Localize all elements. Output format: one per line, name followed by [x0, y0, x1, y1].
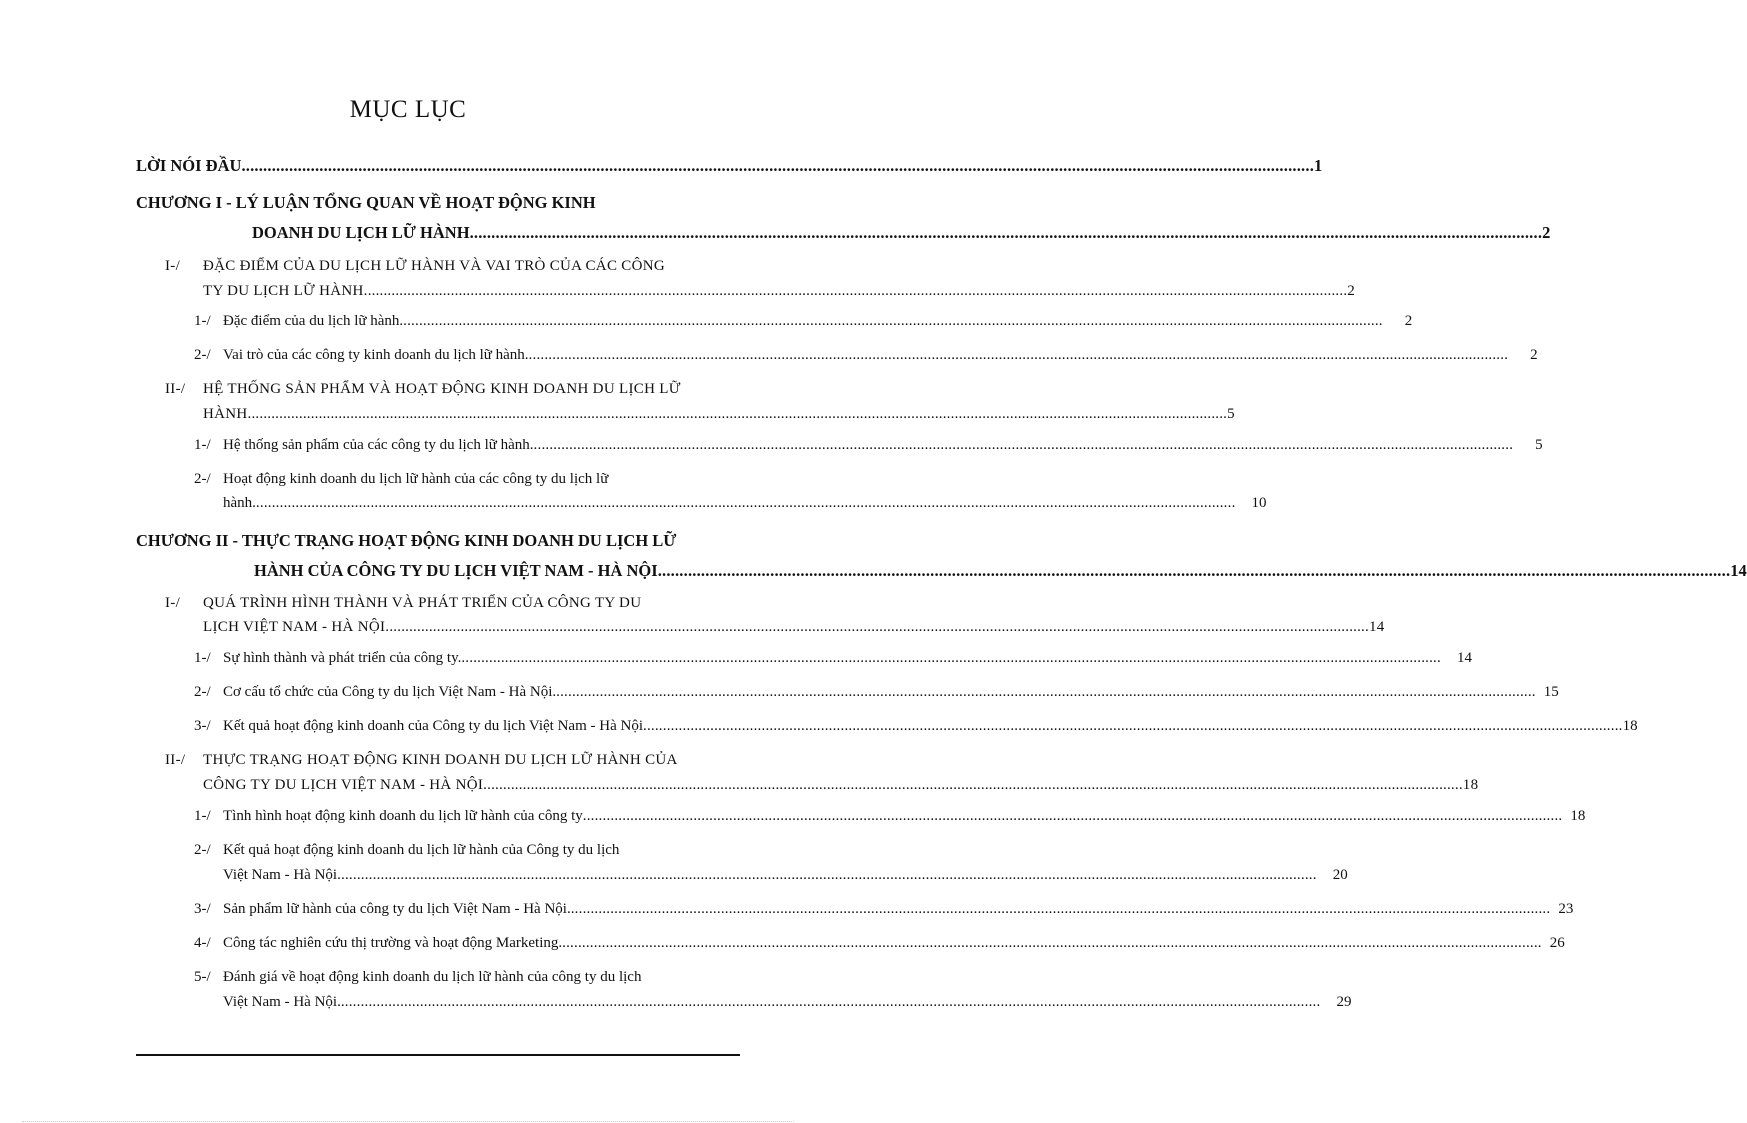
- toc-page-number: 1: [1314, 156, 1323, 175]
- dot-leader: [337, 867, 1317, 884]
- dot-leader: [529, 347, 1509, 364]
- toc-item-number: 2-/: [194, 684, 211, 700]
- toc-section-number: II-/: [165, 752, 186, 768]
- toc-page-number: 20: [1332, 867, 1348, 883]
- toc-entry-title: hành.: [223, 495, 256, 511]
- toc-item-line1[interactable]: Kết quả hoạt động kinh doanh du lịch lữ hành của Công ty du lịch: [223, 842, 620, 858]
- toc-item-number: 1-/: [194, 313, 211, 329]
- footer-rule: [136, 1054, 740, 1056]
- dot-leader: [571, 901, 1551, 918]
- toc-page-number: 5: [1227, 406, 1235, 422]
- toc-page-number: 15: [1543, 684, 1559, 700]
- toc-section-1-2-line2[interactable]: [203, 406, 1235, 423]
- toc-section-number: I-/: [165, 258, 181, 274]
- dot-leader: [583, 808, 1563, 825]
- toc-item[interactable]: [223, 313, 1413, 330]
- toc-entry-title: Cơ cấu tổ chức của Công ty du lịch Việt Nam - Hà Nội.: [223, 684, 557, 700]
- dot-leader: [658, 561, 1731, 581]
- toc-entry-title: Vai trò của các công ty kinh doanh du lịch lữ hành.: [223, 347, 529, 363]
- toc-item-number: 4-/: [194, 935, 211, 951]
- dot-leader: [461, 650, 1441, 667]
- dot-leader: [256, 495, 1236, 512]
- toc-page-number: 23: [1558, 901, 1574, 917]
- toc-section-2-2-line2[interactable]: [203, 777, 1479, 794]
- toc-entry-title: DOANH DU LỊCH LỮ HÀNH: [252, 223, 470, 242]
- toc-item-line1[interactable]: Đánh giá về hoạt động kinh doanh du lịch lữ hành của công ty du lịch: [223, 969, 642, 985]
- toc-section-1-1-line2[interactable]: [203, 283, 1356, 300]
- toc-item-line2[interactable]: [223, 495, 1267, 512]
- toc-entry-title: HÀNH CỦA CÔNG TY DU LỊCH VIỆT NAM - HÀ NỘI: [254, 561, 658, 580]
- dot-leader: [241, 156, 1314, 176]
- toc-page-number: 10: [1251, 495, 1267, 511]
- toc-item-number: 2-/: [194, 347, 211, 363]
- toc-item[interactable]: [223, 935, 1565, 952]
- toc-section-2-1-line1[interactable]: QUÁ TRÌNH HÌNH THÀNH VÀ PHÁT TRIỂN CỦA CÔNG TY DU: [203, 595, 642, 611]
- toc-page-number: 18: [1570, 808, 1586, 824]
- toc-item-number: 3-/: [194, 718, 211, 734]
- toc-chapter-1-line2[interactable]: [252, 223, 1551, 243]
- toc-entry-title: Đặc điểm của du lịch lữ hành.: [223, 313, 404, 329]
- toc-item-line2[interactable]: [223, 994, 1352, 1011]
- dot-leader: [403, 313, 1383, 330]
- toc-item[interactable]: [223, 808, 1586, 825]
- toc-chapter-2-line1[interactable]: CHƯƠNG II - THỰC TRẠNG HOẠT ĐỘNG KINH DOANH DU LỊCH LỮ: [136, 531, 677, 550]
- toc-item-number: 5-/: [194, 969, 211, 985]
- toc-entry-title: LỜI NÓI ĐẦU: [136, 156, 242, 175]
- toc-entry-title: Sản phẩm lữ hành của công ty du lịch Việt Nam - Hà Nội.: [223, 901, 571, 917]
- dot-leader: [368, 283, 1348, 300]
- toc-page-number: 18: [1622, 718, 1638, 734]
- dot-leader: [341, 994, 1321, 1011]
- toc-item-number: 1-/: [194, 808, 211, 824]
- toc-entry-title: CÔNG TY DU LỊCH VIỆT NAM - HÀ NỘI: [203, 777, 484, 793]
- toc-section-2-2-line1[interactable]: THỰC TRẠNG HOẠT ĐỘNG KINH DOANH DU LỊCH LỮ HÀNH CỦA: [203, 752, 678, 768]
- toc-section-number: I-/: [165, 595, 181, 611]
- toc-entry-foreword[interactable]: [136, 156, 1323, 176]
- dot-leader: [534, 437, 1514, 454]
- toc-page-number: 5: [1535, 437, 1543, 453]
- toc-section-number: II-/: [165, 381, 186, 397]
- toc-page-number: 2: [1542, 223, 1551, 242]
- dot-leader: [248, 406, 1228, 423]
- toc-entry-title: Tình hình hoạt động kinh doanh du lịch lữ hành của công ty: [223, 808, 583, 824]
- dot-leader: [562, 935, 1542, 952]
- toc-item[interactable]: [223, 718, 1638, 735]
- toc-item-line2[interactable]: [223, 867, 1348, 884]
- dot-leader: [556, 684, 1536, 701]
- toc-page-number: 29: [1336, 994, 1352, 1010]
- toc-entry-title: Việt Nam - Hà Nội: [223, 867, 338, 883]
- toc-item[interactable]: [223, 347, 1538, 364]
- toc-entry-title: Việt Nam - Hà Nội.: [223, 994, 341, 1010]
- toc-page-number: 14: [1456, 650, 1472, 666]
- toc-item-number: 2-/: [194, 471, 211, 487]
- dot-leader: [483, 777, 1463, 794]
- toc-page-number: 2: [1347, 283, 1356, 299]
- toc-page-number: 2: [1530, 347, 1538, 363]
- toc-page-number: 14: [1368, 619, 1385, 635]
- toc-entry-title: Công tác nghiên cứu thị trường và hoạt động Marketing.: [223, 935, 563, 951]
- toc-section-1-2-line1[interactable]: HỆ THỐNG SẢN PHẨM VÀ HOẠT ĐỘNG KINH DOANH DU LỊCH LỮ: [203, 381, 681, 397]
- toc-item-number: 1-/: [194, 437, 211, 453]
- toc-entry-title: Kết quả hoạt động kinh doanh của Công ty du lịch Việt Nam - Hà Nội: [223, 718, 643, 734]
- toc-page-number: 18: [1462, 777, 1479, 793]
- dot-leader: [470, 223, 1543, 243]
- toc-item-number: 1-/: [194, 650, 211, 666]
- toc-chapter-2-line2[interactable]: [254, 561, 1747, 581]
- toc-entry-title: HÀNH: [203, 406, 248, 422]
- toc-page-number: 14: [1730, 561, 1747, 580]
- toc-page-number: 2: [1404, 313, 1413, 329]
- toc-item-number: 3-/: [194, 901, 211, 917]
- page-bottom-border: [22, 1121, 794, 1122]
- toc-entry-title: Sự hình thành và phát triển của công ty.: [223, 650, 462, 666]
- toc-item-number: 2-/: [194, 842, 211, 858]
- toc-page-number: 26: [1549, 935, 1565, 951]
- toc-entry-title: LỊCH VIỆT NAM - HÀ NỘI.: [203, 619, 390, 635]
- toc-item[interactable]: [223, 650, 1472, 667]
- toc-item[interactable]: [223, 437, 1543, 454]
- toc-item-line1[interactable]: Hoạt động kinh doanh du lịch lữ hành của các công ty du lịch lữ: [223, 471, 609, 487]
- toc-section-2-1-line2[interactable]: [203, 619, 1385, 636]
- toc-item[interactable]: [223, 684, 1559, 701]
- dot-leader: [389, 619, 1369, 636]
- toc-section-1-1-line1[interactable]: ĐẶC ĐIỂM CỦA DU LỊCH LỮ HÀNH VÀ VAI TRÒ CỦA CÁC CÔNG: [203, 258, 665, 274]
- toc-item[interactable]: [223, 901, 1574, 918]
- page-title: MỤC LỤC: [349, 96, 467, 123]
- toc-entry-title: Hệ thống sản phẩm của các công ty du lịch lữ hành.: [223, 437, 534, 453]
- toc-entry-title: TY DU LỊCH LỮ HÀNH.: [203, 283, 368, 299]
- dot-leader: [643, 718, 1623, 735]
- toc-chapter-1-line1[interactable]: CHƯƠNG I - LÝ LUẬN TỔNG QUAN VỀ HOẠT ĐỘNG KINH: [136, 193, 596, 212]
